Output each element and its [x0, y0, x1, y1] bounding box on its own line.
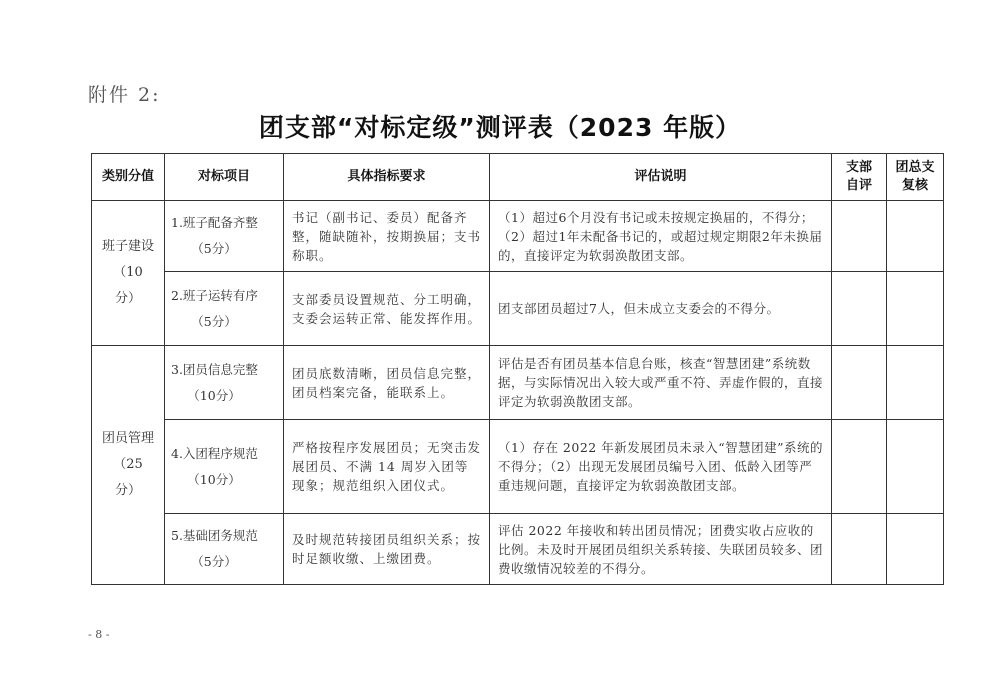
header-self-eval: 支部 自评 — [832, 154, 887, 201]
header-requirement: 具体指标要求 — [284, 154, 490, 201]
requirement-cell: 团员底数清晰，团员信息完整，团员档案完备，能联系上。 — [284, 346, 490, 420]
requirement-cell: 书记（副书记、委员）配备齐整，随缺随补，按期换届；支书称职。 — [284, 201, 490, 272]
header-item: 对标项目 — [165, 154, 284, 201]
table-row — [92, 420, 944, 514]
description-cell: （1）存在 2022 年新发展团员未录入“智慧团建”系统的不得分；（2）出现无发展团员编号入团、低龄入团等严重违规问题，直接评定为软弱涣散团支部。 — [490, 420, 832, 514]
review-cell[interactable] — [887, 201, 944, 272]
description-cell: 团支部团员超过7人，但未成立支委会的不得分。 — [490, 272, 832, 346]
item-cell: 3.团员信息完整 （10分） — [165, 346, 284, 420]
requirement-cell: 及时规范转接团员组织关系；按时足额收缴、上缴团费。 — [284, 514, 490, 585]
self-eval-cell[interactable] — [832, 514, 887, 585]
self-eval-cell[interactable] — [832, 346, 887, 420]
description-cell: 评估 2022 年接收和转出团员情况；团费实收占应收的比例。未及时开展团员组织关系转接、失联团员较多、团费收缴情况较差的不得分。 — [490, 514, 832, 585]
category-cell: 班子建设 （10 分） — [92, 201, 165, 346]
header-review: 团总支 复核 — [887, 154, 944, 201]
table-row — [92, 346, 944, 420]
review-cell[interactable] — [887, 420, 944, 514]
table-row — [92, 201, 944, 272]
attachment-label: 附件 2: — [88, 84, 161, 106]
item-cell: 4.入团程序规范 （10分） — [165, 420, 284, 514]
requirement-cell: 严格按程序发展团员；无突击发展团员、不满 14 周岁入团等现象；规范组织入团仪式。 — [284, 420, 490, 514]
item-cell: 5.基础团务规范 （5分） — [165, 514, 284, 585]
header-category: 类别分值 — [92, 154, 165, 201]
table-header-row — [92, 154, 944, 201]
table-row — [92, 514, 944, 585]
review-cell[interactable] — [887, 272, 944, 346]
category-cell: 团员管理 （25 分） — [92, 346, 165, 585]
item-cell: 2.班子运转有序 （5分） — [165, 272, 284, 346]
self-eval-cell[interactable] — [832, 272, 887, 346]
review-cell[interactable] — [887, 346, 944, 420]
requirement-cell: 支部委员设置规范、分工明确，支委会运转正常、能发挥作用。 — [284, 272, 490, 346]
table-row — [92, 272, 944, 346]
page-number: - 8 - — [88, 628, 110, 641]
page-title: 团支部“对标定级”测评表（2023 年版） — [258, 113, 742, 142]
description-cell: （1）超过6个月没有书记或未按规定换届的，不得分；（2）超过1年未配备书记的，或超过规定期限2年未换届的，直接评定为软弱涣散团支部。 — [490, 201, 832, 272]
self-eval-cell[interactable] — [832, 201, 887, 272]
item-cell: 1.班子配备齐整 （5分） — [165, 201, 284, 272]
header-description: 评估说明 — [490, 154, 832, 201]
description-cell: 评估是否有团员基本信息台账，核查“智慧团建”系统数据，与实际情况出入较大或严重不符、弄虚作假的，直接评定为软弱涣散团支部。 — [490, 346, 832, 420]
evaluation-table — [91, 153, 944, 585]
self-eval-cell[interactable] — [832, 420, 887, 514]
review-cell[interactable] — [887, 514, 944, 585]
